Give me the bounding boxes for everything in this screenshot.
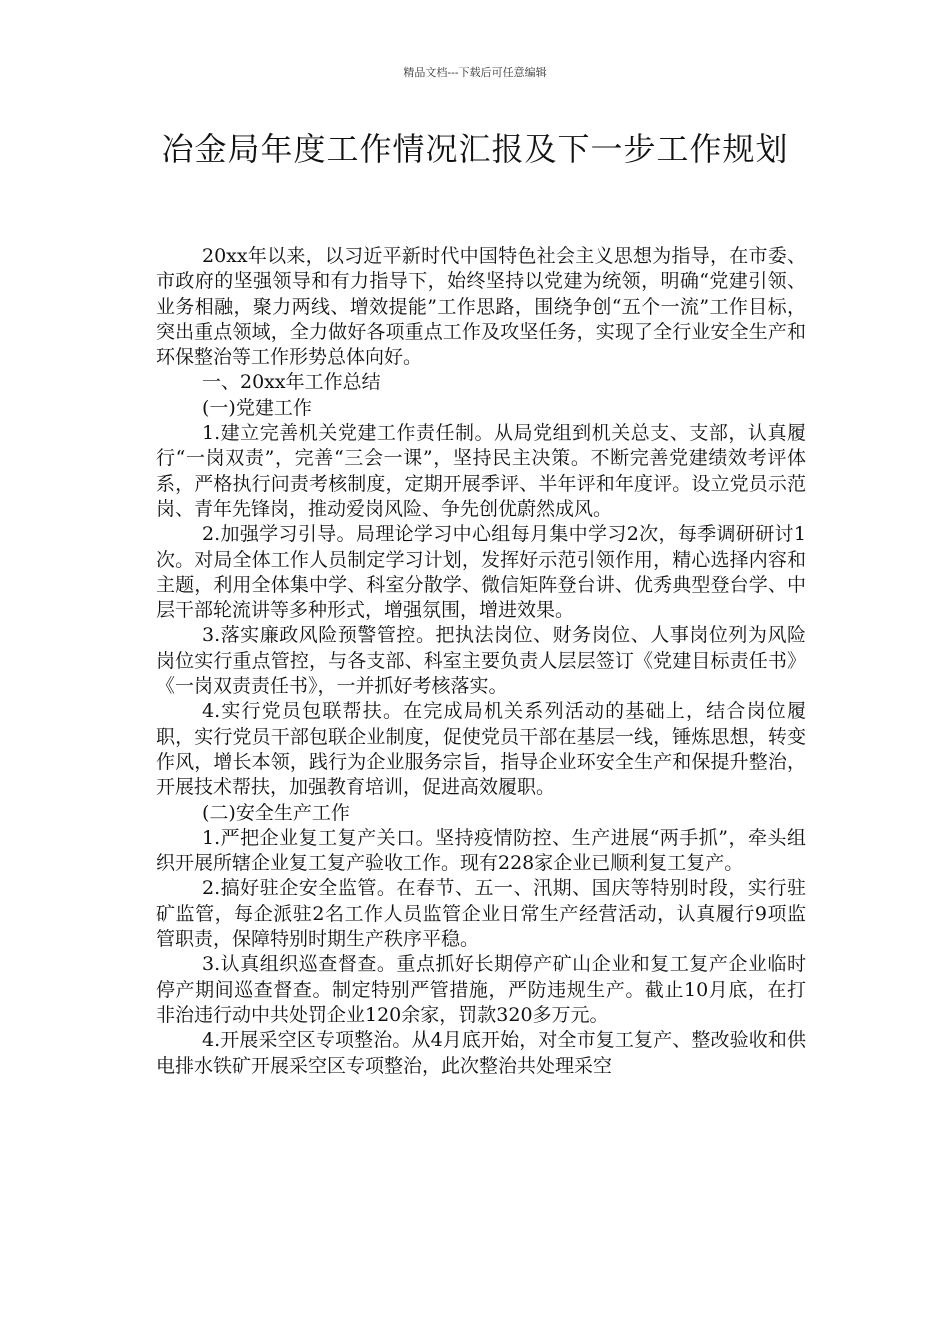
paragraph-safety-item-1: 1.严把企业复工复产关口。坚持疫情防控、生产进展“两手抓”，牵头组织开展所辖企业复工复产验收工作。现有228家企业已顺利复工复产。 [156, 826, 806, 875]
intro-paragraph: 20xx年以来，以习近平新时代中国特色社会主义思想为指导，在市委、市政府的坚强领导和有力指导下，始终坚持以党建为统领，明确“党建引领、业务相融，聚力两线、增效提能”工作思路，围绕争创“五个一流”工作目标，突出重点领域，全力做好各项重点工作及攻坚任务，实现了全行业安全生产和环保整治等工作形势总体向好。 [156, 245, 806, 369]
paragraph-party-item-4: 4.实行党员包联帮扶。在完成局机关系列活动的基础上，结合岗位履职，实行党员干部包联企业制度，促使党员干部在基层一线，锤炼思想，转变作风，增长本领，践行为企业服务宗旨，指导企业环安全生产和保提升整治，开展技术帮扶，加强教育培训，促进高效履职。 [156, 700, 806, 799]
paragraph-party-item-1: 1.建立完善机关党建工作责任制。从局党组到机关总支、支部，认真履行“一岗双责”，完善“三会一课”，坚持民主决策。不断完善党建绩效考评体系，严格执行问责考核制度，定期开展季评、半年评和年度评。设立党员示范岗、青年先锋岗，推动爱岗风险、争先创优蔚然成风。 [156, 422, 806, 520]
document-body [156, 244, 806, 1079]
document-title: 冶金局年度工作情况汇报及下一步工作规划 [161, 130, 789, 168]
subsection-heading-party-building: (一)党建工作 [202, 396, 312, 419]
paragraph-safety-item-2: 2.搞好驻企安全监管。在春节、五一、汛期、国庆等特别时段，实行驻矿监管，每企派驻2名工作人员监管企业日常生产经营活动，认真履行9项监管职责，保障特别时期生产秩序平稳。 [156, 877, 806, 951]
subsection-heading-safety: (二)安全生产工作 [202, 801, 350, 824]
header-note: 精品文档---下载后可任意编辑 [403, 66, 547, 79]
section-heading-summary: 一、20xx年工作总结 [202, 371, 381, 394]
paragraph-safety-item-4: 4.开展采空区专项整治。从4月底开始，对全市复工复产、整改验收和供电排水铁矿开展采空区专项整治，此次整治共处理采空 [156, 1029, 806, 1077]
paragraph-party-item-3: 3.落实廉政风险预警管控。把执法岗位、财务岗位、人事岗位列为风险岗位实行重点管控，与各支部、科室主要负责人层层签订《党建目标责任书》《一岗双责责任书》，一并抓好考核落实。 [156, 624, 806, 698]
paragraph-safety-item-3: 3.认真组织巡查督查。重点抓好长期停产矿山企业和复工复产企业临时停产期间巡查督查。制定特别严管措施，严防违规生产。截止10月底，在打非治违行动中共处罚企业120余家，罚款320多万元。 [156, 953, 806, 1026]
paragraph-party-item-2: 2.加强学习引导。局理论学习中心组每月集中学习2次，每季调研研讨1次。对局全体工作人员制定学习计划，发挥好示范引领作用，精心选择内容和主题，利用全体集中学、科室分散学、微信矩阵登台讲、优秀典型登台学、中层干部轮流讲等多种形式，增强氛围，增进效果。 [156, 523, 806, 622]
